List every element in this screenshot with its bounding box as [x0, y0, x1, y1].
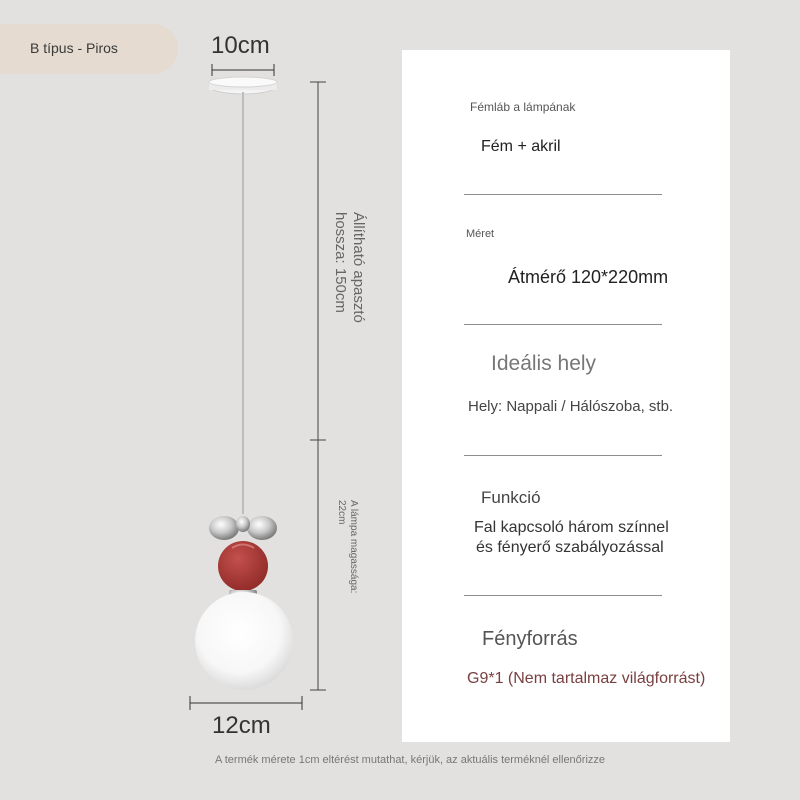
cord-length-dimension-line — [310, 82, 326, 440]
function-label: Funkció — [481, 488, 541, 507]
top-width-label: 10cm — [211, 32, 270, 59]
material-value: Fém + akril — [481, 138, 561, 155]
function-value-line1: Fal kapcsoló három színnel — [474, 519, 669, 536]
bottom-width-dimension-line — [190, 696, 302, 710]
cord-length-label: Állítható apasztó hossza: 150cm — [332, 212, 367, 323]
red-sphere — [218, 541, 268, 591]
ideal-place-value: Hely: Nappali / Hálószoba, stb. — [468, 398, 674, 415]
size-label: Méret — [466, 228, 495, 240]
divider — [464, 455, 662, 456]
variant-label: B típus - Piros — [30, 40, 118, 56]
lamp-height-label: A lámpa magassága: 22cm — [336, 500, 359, 594]
light-source-label: Fényforrás — [482, 628, 578, 650]
top-width-dimension-line — [212, 64, 274, 76]
size-value: Átmérő 120*220mm — [508, 267, 669, 287]
divider — [464, 595, 662, 596]
spec-panel — [402, 50, 730, 742]
ideal-place-label: Ideális hely — [491, 352, 597, 375]
bottom-width-label: 12cm — [212, 712, 271, 739]
divider — [464, 194, 662, 195]
lamp-height-dimension-line — [310, 440, 326, 690]
function-value-line2: és fényerő szabályozással — [476, 539, 664, 556]
material-label: Fémláb a lámpának — [470, 100, 576, 114]
divider — [464, 324, 662, 325]
size-deviation-note: A termék mérete 1cm eltérést mutathat, kérjük, az aktuális terméknél ellenőrizze — [214, 754, 606, 766]
ceiling-canopy — [209, 77, 277, 94]
light-source-value: G9*1 (Nem tartalmaz világforrást) — [467, 670, 706, 687]
glass-globe — [195, 592, 293, 690]
chrome-bow-ornament — [209, 516, 277, 540]
